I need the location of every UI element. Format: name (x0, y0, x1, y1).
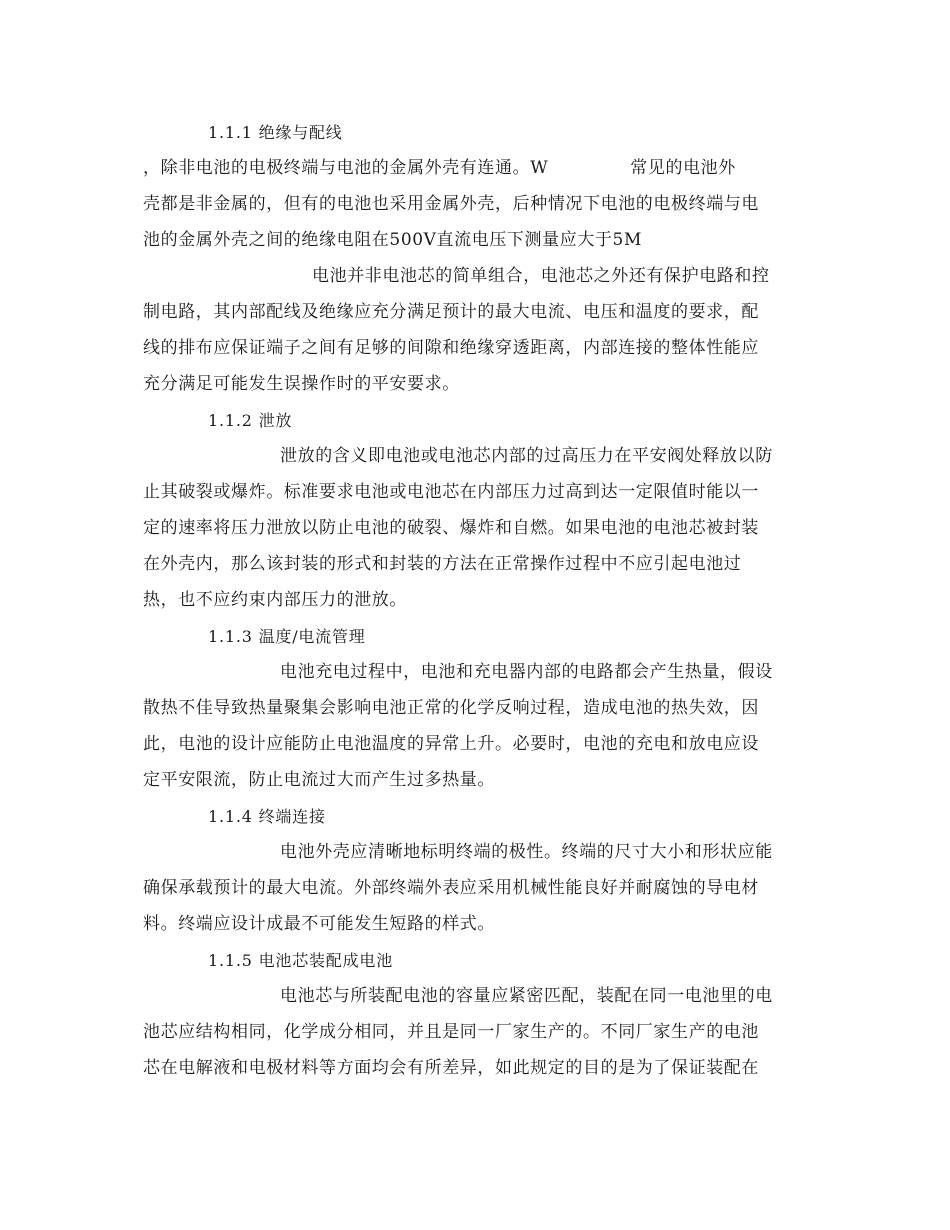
paragraph-line: 电池芯与所装配电池的容量应紧密匹配，装配在同一电池里的电 (280, 986, 773, 1006)
paragraph-line: 此，电池的设计应能防止电池温度的异常上升。必要时，电池的充电和放电应设 (143, 734, 759, 754)
paragraph-line: 在外壳内，那么该封装的形式和封装的方法在正常操作过程中不应引起电池过 (143, 554, 742, 574)
section-heading-1-1-4: 1.1.4 终端连接 (208, 807, 326, 826)
paragraph-line: 散热不佳导致热量聚集会影响电池正常的化学反响过程，造成电池的热失效，因 (143, 698, 759, 718)
paragraph-line: 充分满足可能发生误操作时的平安要求。 (143, 374, 460, 394)
paragraph-line: 泄放的含义即电池或电池芯内部的过高压力在平安阀处释放以防 (280, 446, 773, 466)
section-heading-1-1-5: 1.1.5 电池芯装配成电池 (208, 951, 393, 970)
paragraph-line: 壳都是非金属的，但有的电池也采用金属外壳，后种情况下电池的电极终端与电 (143, 194, 759, 214)
section-heading-1-1-3: 1.1.3 温度/电流管理 (208, 627, 366, 646)
paragraph-line: 止其破裂或爆炸。标准要求电池或电池芯在内部压力过高到达一定限值时能以一 (143, 482, 759, 502)
section-heading-1-1-1: 1.1.1 绝缘与配线 (208, 123, 343, 142)
section-heading-1-1-2: 1.1.2 泄放 (208, 411, 293, 430)
paragraph-line-segment: ，除非电池的电极终端与电池的金属外壳有连通。W (143, 158, 549, 178)
paragraph-line: 池的金属外壳之间的绝缘电阻在500V直流电压下测量应大于5M (143, 230, 642, 250)
paragraph-line: 热，也不应约束内部压力的泄放。 (143, 590, 407, 610)
paragraph-line: 料。终端应设计成最不可能发生短路的样式。 (143, 914, 495, 934)
paragraph-line (143, 157, 736, 179)
paragraph-line: 制电路，其内部配线及绝缘应充分满足预计的最大电流、电压和温度的要求，配 (143, 302, 759, 322)
paragraph-line: 芯在电解液和电极材料等方面均会有所差异，如此规定的目的是为了保证装配在 (143, 1058, 759, 1078)
paragraph-line: 定平安限流，防止电流过大而产生过多热量。 (143, 770, 495, 790)
paragraph-line-segment: 常见的电池外 (630, 158, 736, 178)
paragraph-line: 池芯应结构相同，化学成分相同，并且是同一厂家生产的。不同厂家生产的电池 (143, 1022, 759, 1042)
paragraph-line: 电池充电过程中，电池和充电器内部的电路都会产生热量，假设 (280, 662, 773, 682)
paragraph-line: 电池并非电池芯的简单组合，电池芯之外还有保护电路和控 (312, 266, 770, 286)
paragraph-line: 确保承载预计的最大电流。外部终端外表应采用机械性能良好并耐腐蚀的导电材 (143, 878, 759, 898)
paragraph-line: 线的排布应保证端子之间有足够的间隙和绝缘穿透距离，内部连接的整体性能应 (143, 338, 759, 358)
paragraph-line: 电池外壳应清晰地标明终端的极性。终端的尺寸大小和形状应能 (280, 842, 773, 862)
paragraph-line: 定的速率将压力泄放以防止电池的破裂、爆炸和自燃。如果电池的电池芯被封装 (143, 518, 759, 538)
